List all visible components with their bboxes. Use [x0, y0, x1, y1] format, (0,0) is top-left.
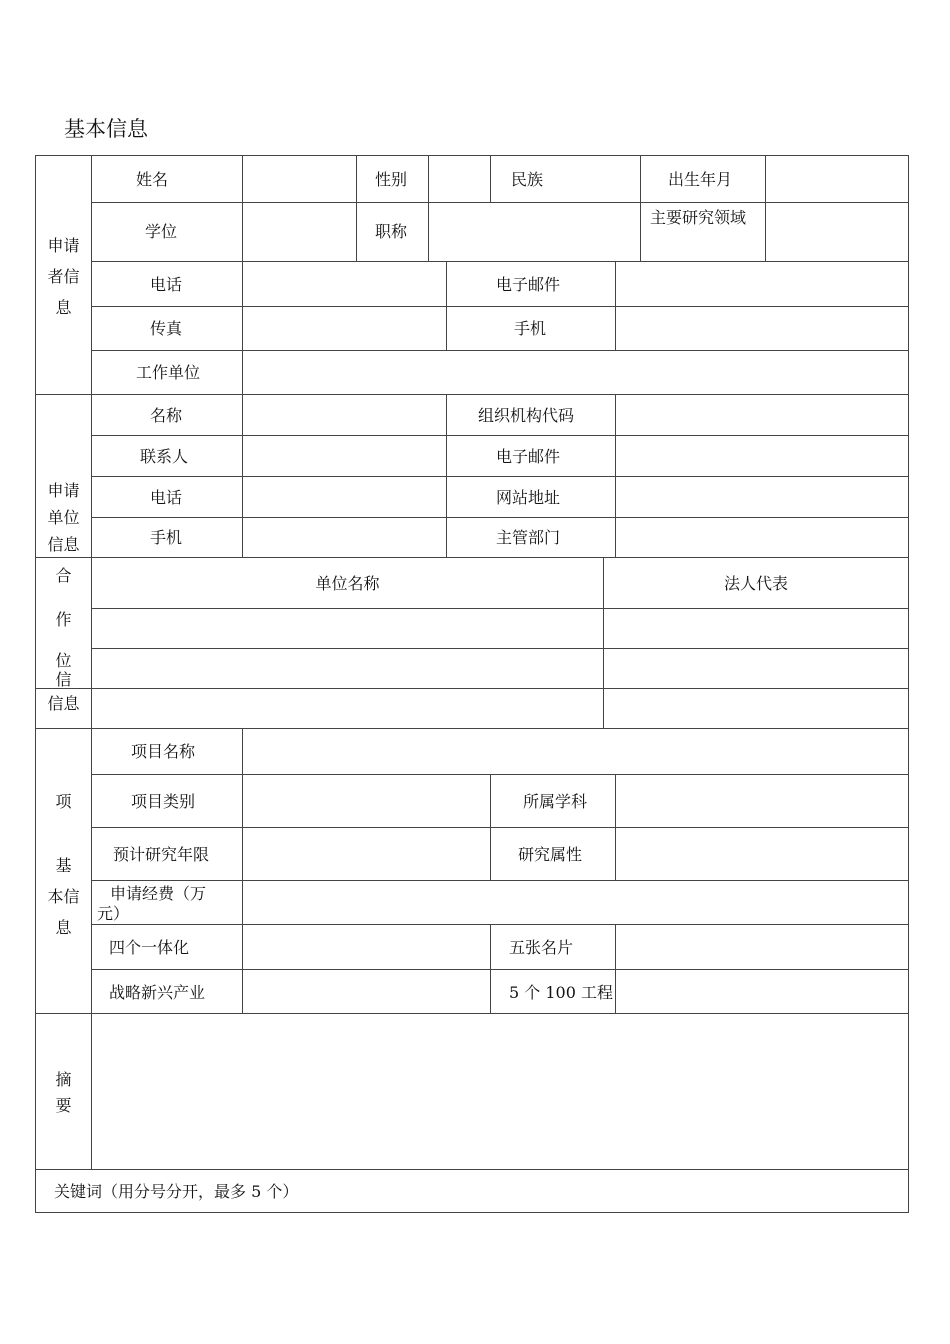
gender-field[interactable]	[429, 156, 490, 202]
label-mobile: 手机	[514, 319, 547, 338]
attribute-field[interactable]	[616, 828, 908, 880]
five-cards-field[interactable]	[616, 925, 908, 969]
label-funding-line1: 申请经费（万	[110, 884, 207, 903]
section-coop-label-3: 位	[55, 651, 72, 670]
strategic-field[interactable]	[243, 970, 490, 1013]
ethnicity-field[interactable]	[560, 156, 640, 202]
unit-email-field[interactable]	[616, 436, 908, 476]
label-unit-mobile: 手机	[150, 528, 183, 547]
label-name: 姓名	[136, 170, 169, 189]
section-coop-label-5: 信息	[47, 694, 80, 713]
project-category-field[interactable]	[243, 775, 490, 827]
section-project-label-4: 息	[55, 918, 72, 937]
research-field-field[interactable]	[766, 203, 908, 261]
section-line	[35, 557, 909, 558]
label-degree: 学位	[145, 222, 178, 241]
label-research-field: 主要研究领域	[650, 208, 747, 227]
section-unit-label-2: 单位	[47, 508, 80, 527]
label-legal-rep: 法人代表	[723, 574, 788, 593]
fax-field[interactable]	[243, 307, 446, 350]
label-contact: 联系人	[140, 447, 189, 466]
label-attribute: 研究属性	[518, 845, 583, 864]
label-coop-unit-name: 单位名称	[315, 574, 380, 593]
col-line	[446, 261, 447, 350]
mobile-field[interactable]	[616, 307, 908, 350]
five-100-field[interactable]	[616, 970, 908, 1013]
col-line	[490, 155, 491, 202]
col-line	[446, 394, 447, 557]
label-five-100: 5 个 100 工程	[509, 983, 613, 1002]
label-phone: 电话	[150, 275, 183, 294]
coop-unit-name-field-3[interactable]	[92, 689, 603, 728]
label-funding-line2: 元）	[97, 904, 130, 923]
label-org-code: 组织机构代码	[478, 406, 575, 425]
label-project-category: 项目类别	[131, 792, 196, 811]
col-line	[490, 924, 491, 1013]
phone-field[interactable]	[243, 262, 446, 306]
unit-phone-field[interactable]	[243, 477, 446, 517]
label-keywords: 关键词（用分号分开，最多 5 个）	[54, 1182, 299, 1201]
section-abstract-label-1: 摘	[55, 1070, 72, 1089]
keywords-field[interactable]	[330, 1170, 908, 1212]
col-line	[640, 155, 641, 261]
label-fax: 传真	[150, 319, 183, 338]
section-unit-label-3: 信息	[47, 535, 80, 554]
label-project-name: 项目名称	[131, 742, 196, 761]
coop-legal-rep-field-3[interactable]	[604, 689, 908, 728]
label-gender: 性别	[375, 170, 408, 189]
label-dept: 主管部门	[496, 528, 561, 547]
funding-field[interactable]	[243, 881, 908, 924]
table-border-bottom	[35, 1212, 909, 1213]
work-unit-field[interactable]	[243, 351, 908, 394]
label-email: 电子邮件	[496, 275, 561, 294]
years-field[interactable]	[243, 828, 490, 880]
website-field[interactable]	[616, 477, 908, 517]
coop-unit-name-field-1[interactable]	[92, 609, 603, 648]
table-border-right	[908, 155, 909, 1213]
section-abstract-label-2: 要	[55, 1096, 72, 1115]
section-coop-label-2: 作	[55, 610, 72, 629]
project-name-field[interactable]	[243, 729, 908, 774]
unit-mobile-field[interactable]	[243, 518, 446, 557]
section-coop-label-1: 合	[55, 566, 72, 585]
label-job-title: 职称	[375, 222, 408, 241]
label-birth: 出生年月	[668, 170, 733, 189]
label-strategic: 战略新兴产业	[109, 983, 206, 1002]
section-project-label-1: 项	[55, 792, 72, 811]
dept-field[interactable]	[616, 518, 908, 557]
email-field[interactable]	[616, 262, 908, 306]
four-in-one-field[interactable]	[243, 925, 490, 969]
birth-field[interactable]	[766, 156, 908, 202]
label-subject: 所属学科	[523, 792, 588, 811]
label-four-in-one: 四个一体化	[109, 938, 190, 957]
job-title-field[interactable]	[429, 203, 640, 261]
label-unit-email: 电子邮件	[496, 447, 561, 466]
section-applicant-label-1: 申请	[47, 236, 80, 255]
label-years: 预计研究年限	[113, 845, 210, 864]
name-field[interactable]	[243, 156, 356, 202]
label-five-cards: 五张名片	[509, 938, 574, 957]
label-ethnicity: 民族	[511, 170, 544, 189]
section-coop-label-4: 信	[55, 670, 72, 688]
subject-field[interactable]	[616, 775, 908, 827]
label-unit-phone: 电话	[150, 488, 183, 507]
unit-name-field[interactable]	[243, 395, 446, 435]
section-unit-label-1: 申请	[47, 481, 80, 500]
coop-legal-rep-field-1[interactable]	[604, 609, 908, 648]
label-website: 网站地址	[496, 488, 561, 507]
section-applicant-label-3: 息	[55, 298, 72, 317]
abstract-field[interactable]	[92, 1014, 908, 1169]
coop-legal-rep-field-2[interactable]	[604, 649, 908, 688]
section-applicant-label-2: 者信	[47, 267, 80, 286]
section-project-label-3: 本信	[47, 887, 80, 906]
col-line	[356, 155, 357, 261]
label-work-unit: 工作单位	[136, 363, 201, 382]
degree-field[interactable]	[243, 203, 356, 261]
contact-field[interactable]	[243, 436, 446, 476]
org-code-field[interactable]	[616, 395, 908, 435]
coop-unit-name-field-2[interactable]	[92, 649, 603, 688]
page-title: 基本信息	[64, 117, 148, 141]
col-line	[490, 774, 491, 880]
label-unit-name: 名称	[150, 406, 183, 425]
section-project-label-2: 基	[55, 856, 72, 875]
